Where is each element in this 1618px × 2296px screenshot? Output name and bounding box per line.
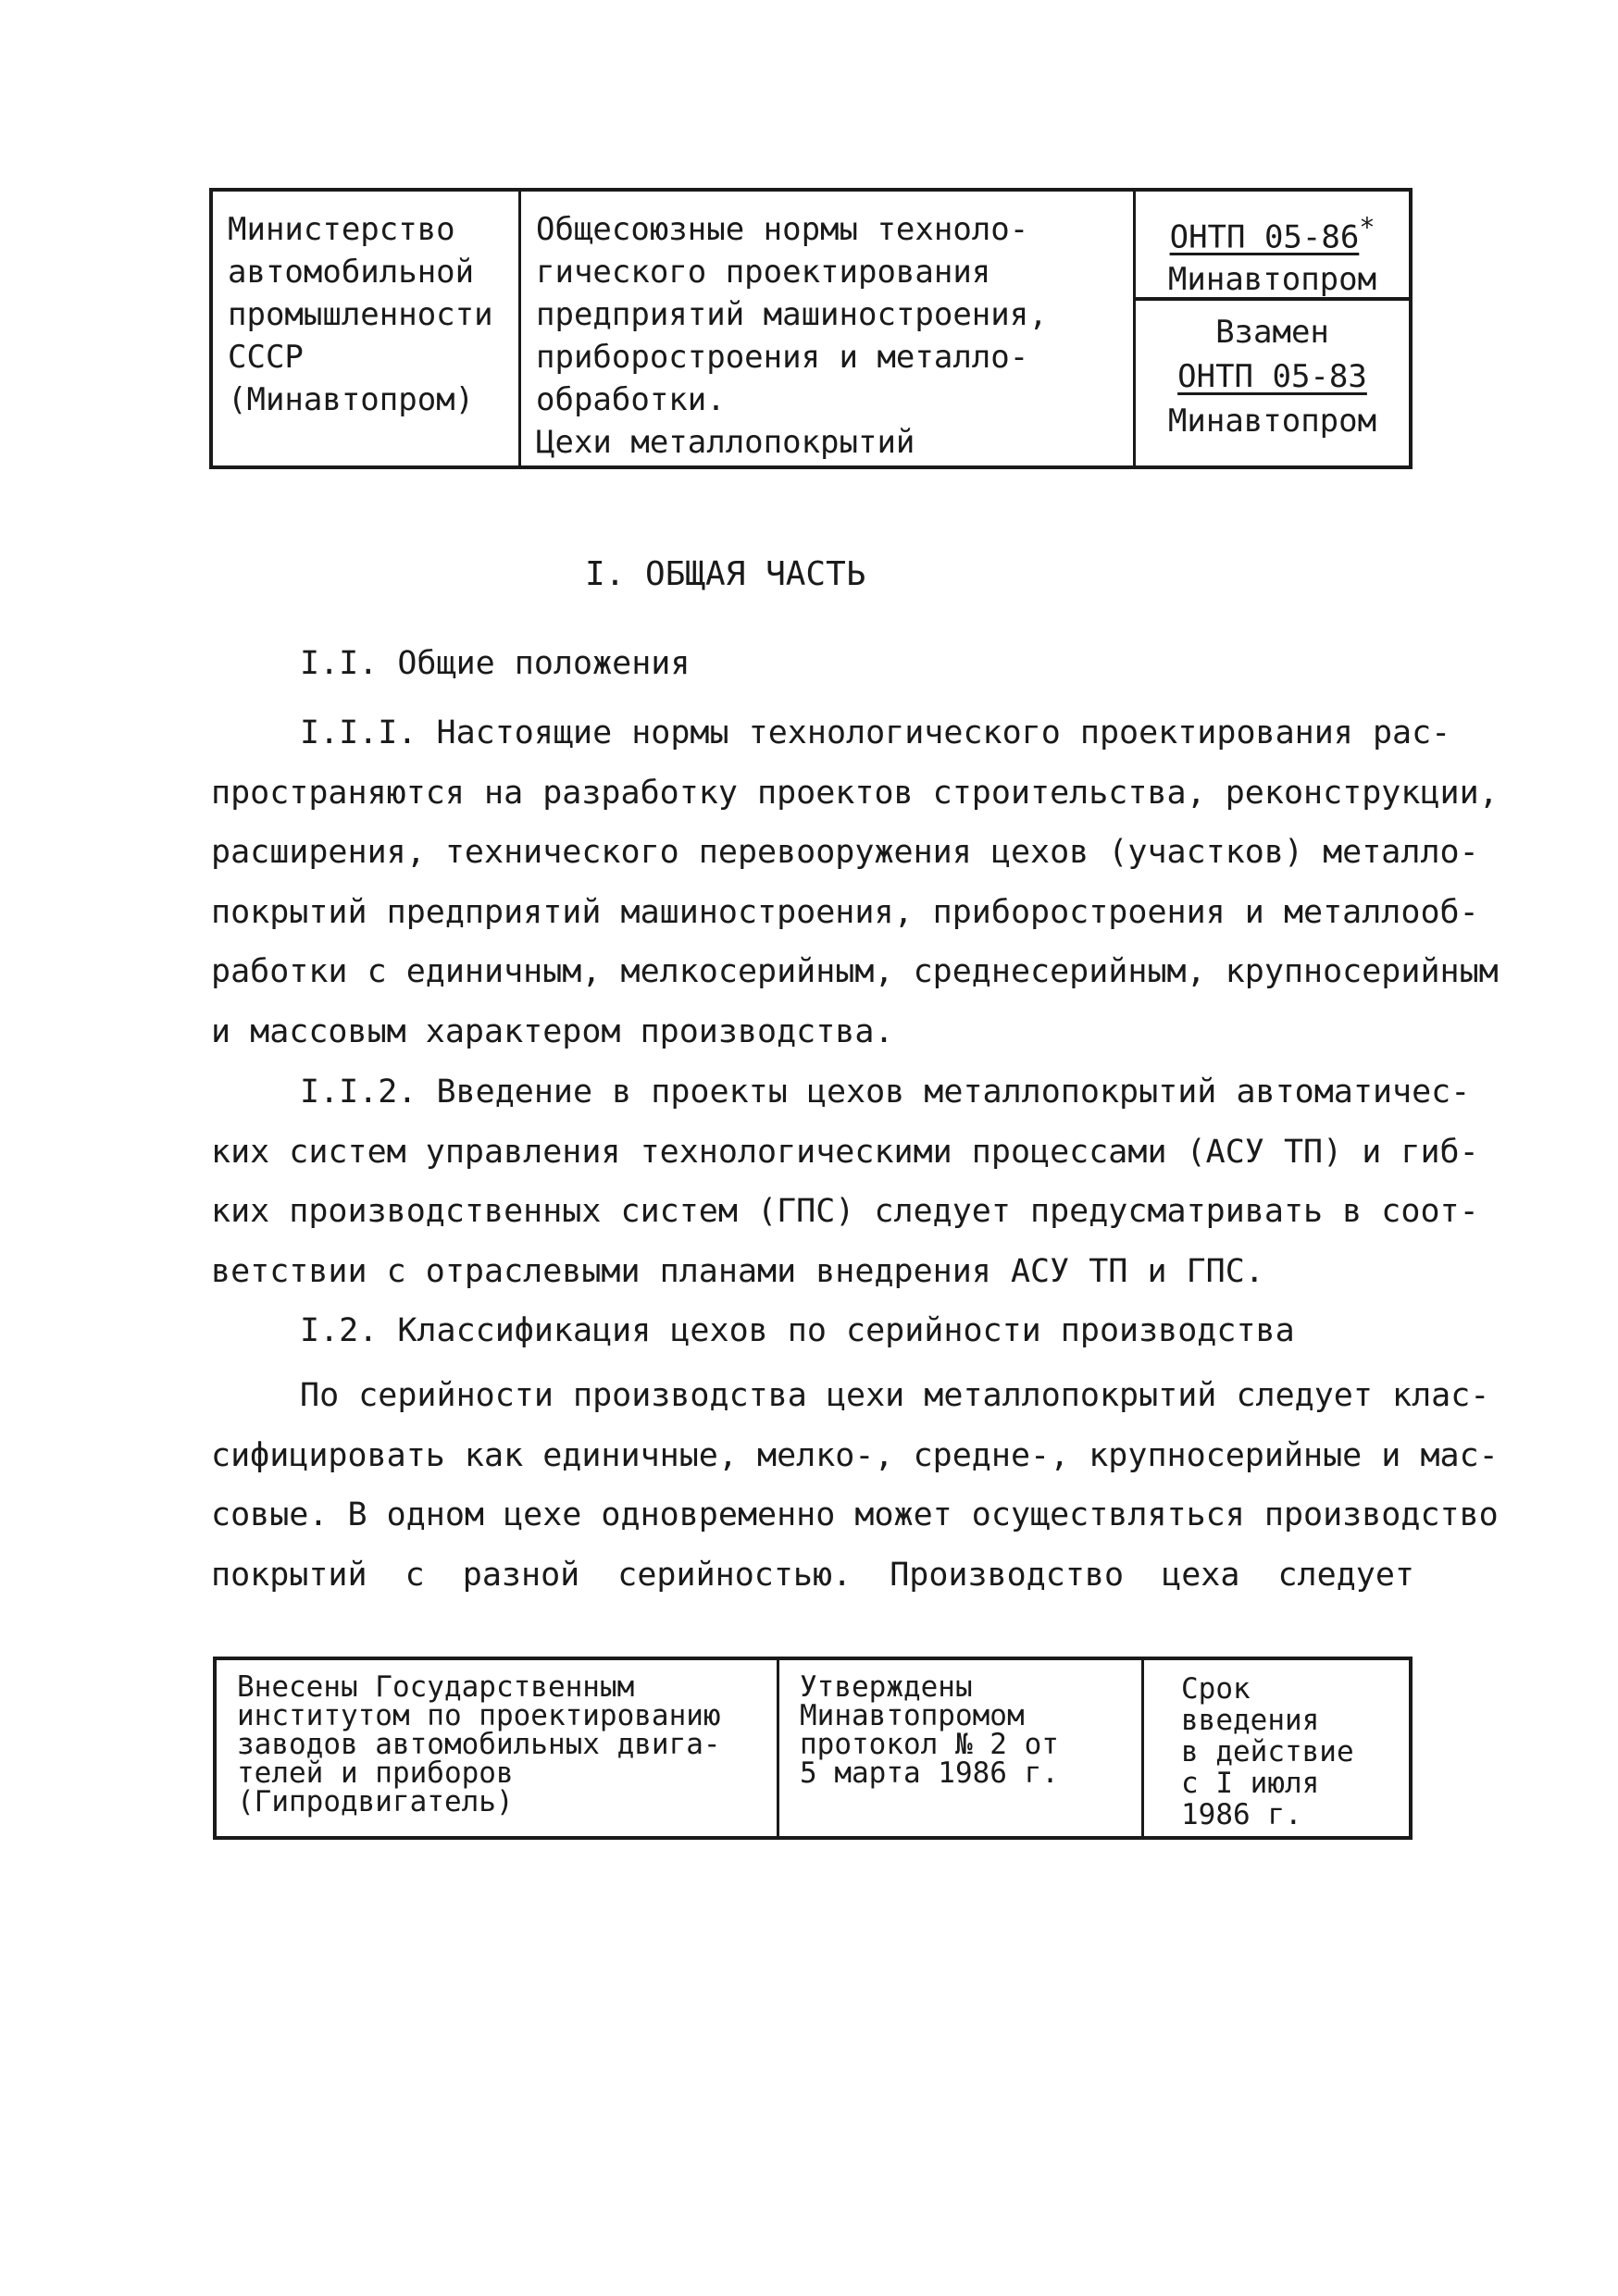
document-code-org: Минавтопром	[1167, 261, 1377, 299]
term-line: с I июля	[1181, 1767, 1320, 1800]
paragraph-line: ветствии с отраслевыми планами внедрения АСУ ТП и ГПС.	[211, 1252, 1264, 1290]
approved-line: 5 марта 1986 г.	[800, 1756, 1059, 1790]
paragraph-line: По серийности производства цехи металлопокрытий следует клас-	[300, 1377, 1490, 1414]
replaced-code: ОНТП 05-83	[1177, 358, 1367, 395]
paragraph-line: ких систем управления технологическими процессами (АСУ ТП) и гиб-	[211, 1133, 1479, 1171]
introduced-line: (Гипродвигатель)	[237, 1785, 514, 1818]
paragraph-1-1-2	[211, 1062, 1479, 1301]
approved-line: Минавтопромом	[800, 1699, 1025, 1732]
replaces-block	[1136, 301, 1409, 465]
title-line: обработки.	[536, 381, 726, 418]
ministry-line: промышленности	[228, 296, 493, 333]
paragraph-line: I.I.I. Настоящие нормы технологического проектирования рас-	[300, 714, 1451, 751]
ministry-line: автомобильной	[228, 254, 475, 291]
footer-table	[213, 1657, 1413, 1840]
effective-date-cell	[1141, 1660, 1409, 1836]
introduced-line: телей и приборов	[237, 1756, 514, 1790]
introduced-by-cell	[217, 1660, 777, 1836]
approved-line: протокол № 2 от	[800, 1728, 1059, 1761]
replaces-label: Взамен	[1215, 314, 1329, 351]
document-code: ОНТП 05-86	[1169, 218, 1360, 256]
replaced-code-org: Минавтопром	[1167, 403, 1377, 440]
paragraph-line: совые. В одном цехе одновременно может осуществляться производство	[211, 1496, 1499, 1533]
document-code-cell	[1133, 192, 1409, 465]
introduced-line: Внесены Государственным	[237, 1670, 635, 1704]
term-line: в действие	[1181, 1735, 1354, 1769]
ministry-cell	[213, 192, 518, 465]
section-heading: I. ОБЩАЯ ЧАСТЬ	[585, 555, 866, 593]
title-line: приборостроения и металло-	[536, 339, 1029, 376]
paragraph-line: и массовым характером производства.	[211, 1012, 894, 1050]
title-line: Цехи металлопокрытий	[536, 424, 915, 461]
paragraph-line: работки с единичным, мелкосерийным, среднесерийным, крупносерийным	[211, 953, 1499, 990]
paragraph-1-2	[211, 1366, 1499, 1605]
paragraph-line: ких производственных систем (ГПС) следует предусматривать в соот-	[211, 1193, 1479, 1230]
introduced-line: институтом по проектированию	[237, 1699, 721, 1732]
title-line: гического проектирования	[536, 254, 991, 291]
document-title-cell	[518, 192, 1133, 465]
approved-cell	[777, 1660, 1141, 1836]
current-code-block	[1136, 192, 1409, 301]
term-line: 1986 г.	[1181, 1798, 1302, 1831]
ministry-line: (Минавтопром)	[228, 381, 475, 418]
ministry-line: СССР	[228, 339, 304, 376]
approved-line: Утверждены	[800, 1670, 973, 1704]
title-line: предприятий машиностроения,	[536, 296, 1048, 333]
introduced-line: заводов автомобильных двига-	[237, 1728, 721, 1761]
paragraph-line: пространяются на разработку проектов строительства, реконструкции,	[211, 774, 1499, 812]
paragraph-line: расширения, технического перевооружения цехов (участков) металло-	[211, 834, 1479, 871]
paragraph-1-1-1	[211, 703, 1499, 1061]
subsection-heading-1-1: I.I. Общие положения	[300, 645, 691, 682]
header-table	[209, 188, 1413, 469]
term-line: введения	[1181, 1704, 1320, 1737]
subsection-heading-1-2: I.2. Классификация цехов по серийности производства	[300, 1312, 1295, 1349]
paragraph-line: покрытий предприятий машиностроения, приборостроения и металлооб-	[211, 893, 1479, 931]
revision-mark: *	[1359, 212, 1375, 242]
paragraph-line: I.I.2. Введение в проекты цехов металлопокрытий автоматичес-	[300, 1074, 1471, 1111]
term-line: Срок	[1181, 1672, 1251, 1706]
ministry-line: Министерство	[228, 211, 455, 248]
paragraph-line: покрытий с разной серийностью. Производство цеха следует	[211, 1556, 1414, 1594]
paragraph-line: сифицировать как единичные, мелко-, средне-, крупносерийные и мас-	[211, 1436, 1499, 1474]
title-line: Общесоюзные нормы техноло-	[536, 211, 1029, 248]
